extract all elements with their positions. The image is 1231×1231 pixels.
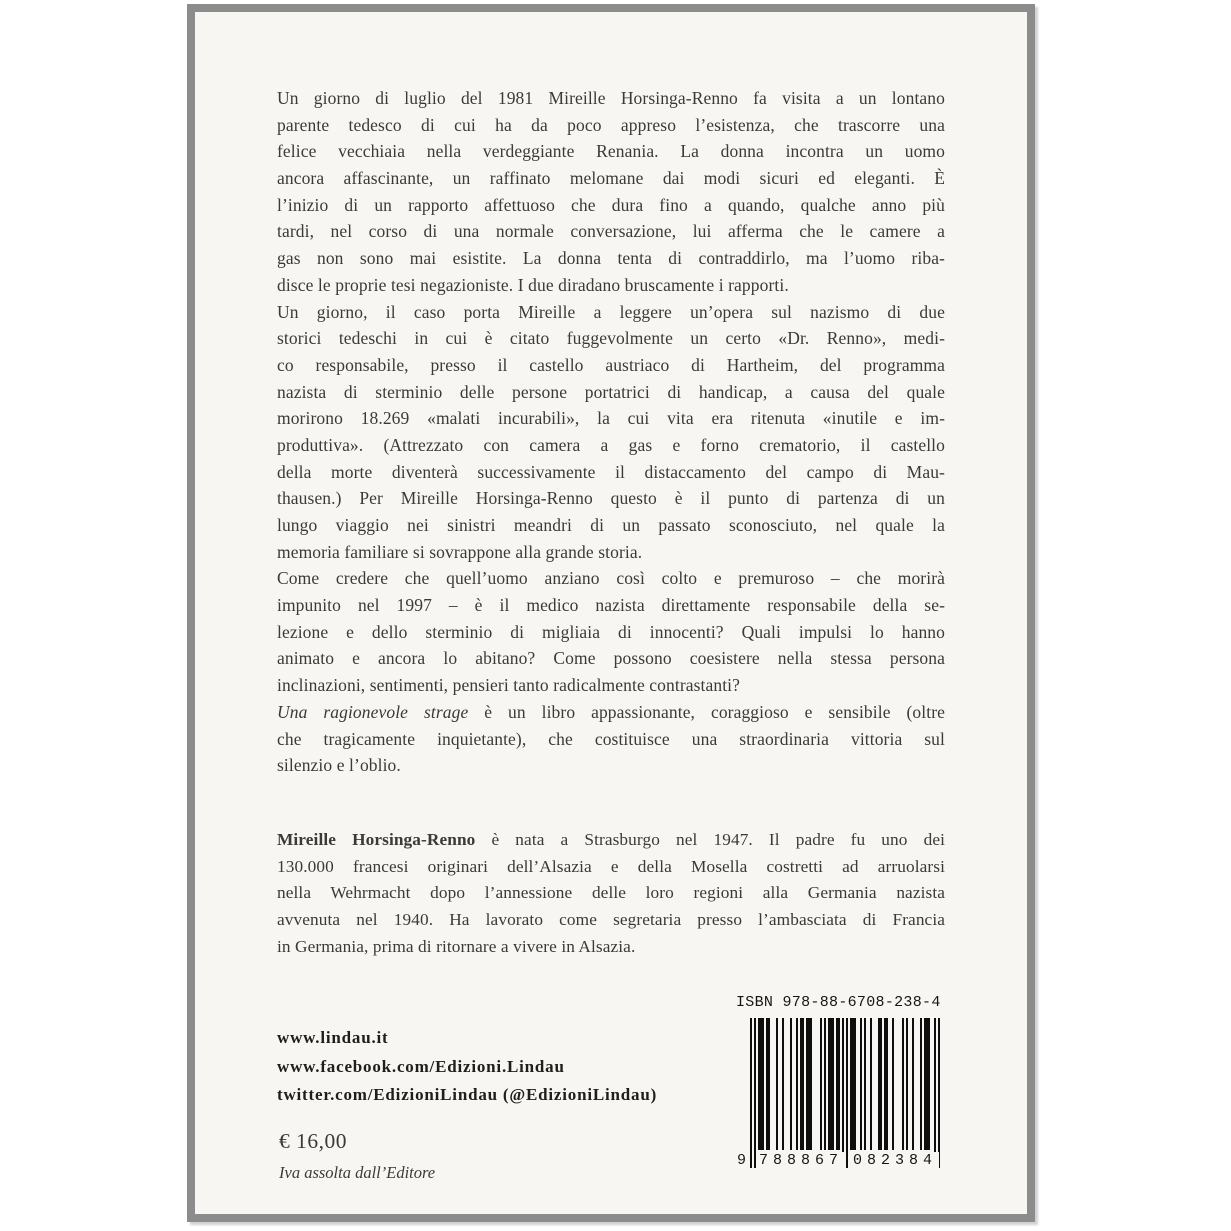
text-line: ancora affascinante, un raffinato melomane dai modi sicuri ed eleganti. È — [277, 168, 945, 189]
text-line: 130.000 francesi originari dell’Alsazia e della Mosella costretti ad arruolarsi — [277, 856, 945, 876]
text-line: inclinazioni, sentimenti, pensieri tanto radicalmente contrastanti? — [277, 675, 740, 696]
publisher-link: www.lindau.it — [277, 1028, 389, 1047]
text-line: morirono 18.269 «malati incurabili», la cui vita era ritenuta «inutile e im- — [277, 408, 945, 429]
description-text — [277, 85, 945, 779]
text-line: Mireille Horsinga-Renno è nata a Strasburgo nel 1947. Il padre fu uno dei — [277, 830, 945, 849]
vat-note: Iva assolta dall’Editore — [279, 1163, 436, 1182]
publisher-link: twitter.com/EdizioniLindau (@EdizioniLindau) — [277, 1085, 658, 1104]
text-line: avvenuta nel 1940. Ha lavorato come segretaria presso l’ambasciata di Francia — [277, 910, 945, 930]
paragraph — [277, 85, 945, 299]
cover-page — [195, 12, 1027, 1214]
text-line: in Germania, prima di ritornare a vivere in Alsazia. — [277, 936, 636, 956]
text-line: memoria familiare si sovrappone alla grande storia. — [277, 541, 643, 562]
text-line: nella Wehrmacht dopo l’annessione delle loro regioni alla Germania nazista — [277, 883, 945, 903]
barcode-digits-left: 788867 — [758, 1152, 843, 1169]
text-line: l’inizio di un rapporto affettuoso che dura fino a quando, qualche anno più — [277, 194, 945, 215]
ean13-barcode — [736, 1018, 940, 1184]
text-line: lungo viaggio nei sinistri meandri di un passato sconosciuto, nel quale la — [277, 515, 945, 535]
barcode-bars — [750, 1018, 940, 1168]
book-back-cover — [187, 4, 1035, 1222]
publisher-links — [277, 1024, 657, 1110]
text-line: disce le proprie tesi negazioniste. I due diradano bruscamente i rapporti. — [277, 274, 789, 295]
text-line: Un giorno, il caso porta Mireille a leggere un’opera sul nazismo di due — [277, 301, 945, 322]
price: € 16,00 — [279, 1129, 347, 1153]
text-line: felice vecchiaia nella verdeggiante Renania. La donna incontra un uomo — [277, 141, 945, 162]
text-line: Un giorno di luglio del 1981 Mireille Horsinga-Renno fa visita a un lontano — [277, 88, 945, 108]
barcode-digit-first: 9 — [732, 1152, 746, 1169]
text-line: storici tedeschi in cui è citato fuggevolmente un certo «Dr. Renno», medi- — [277, 328, 945, 349]
paragraph — [277, 699, 945, 779]
text-line: che tragicamente inquietante), che costituisce una straordinaria vittoria sul — [277, 728, 945, 749]
text-line: Una ragionevole strage è un libro appassionante, coraggioso e sensibile (oltre — [277, 701, 945, 722]
text-line: parente tedesco di cui ha da poco appreso l’esistenza, che trascorre una — [277, 114, 945, 135]
publisher-link: www.facebook.com/Edizioni.Lindau — [277, 1056, 565, 1076]
text-line: impunito nel 1997 – è il medico nazista direttamente responsabile della se- — [277, 595, 945, 616]
text-line: animato e ancora lo abitano? Come possono coesistere nella stessa persona — [277, 648, 945, 669]
isbn-label: ISBN 978-88-6708-238-4 — [736, 994, 941, 1011]
text-line: lezione e dello sterminio di migliaia di innocenti? Quali impulsi lo hanno — [277, 621, 945, 642]
text-line: gas non sono mai esistite. La donna tenta di contraddirlo, ma l’uomo riba- — [277, 248, 945, 269]
text-line: thausen.) Per Mireille Horsinga-Renno questo è il punto di partenza di un — [277, 488, 945, 509]
text-line: tardi, nel corso di una normale conversazione, lui afferma che le camere a — [277, 221, 945, 242]
author-bio — [277, 827, 945, 960]
text-line: produttiva». (Attrezzato con camera a gas e forno crematorio, il castello — [277, 434, 945, 455]
text-line: della morte diventerà successivamente il distaccamento del campo di Mau- — [277, 461, 945, 482]
text-line: nazista di sterminio delle persone portatrici di handicap, a causa del quale — [277, 381, 945, 402]
paragraph — [277, 565, 945, 698]
text-line: silenzio e l’oblio. — [277, 755, 401, 776]
text-line: Come credere che quell’uomo anziano così colto e premuroso – che morirà — [277, 568, 945, 589]
text-line: co responsabile, presso il castello austriaco di Hartheim, del programma — [277, 354, 945, 375]
barcode-digits-right: 082384 — [852, 1152, 937, 1169]
paragraph — [277, 299, 945, 566]
